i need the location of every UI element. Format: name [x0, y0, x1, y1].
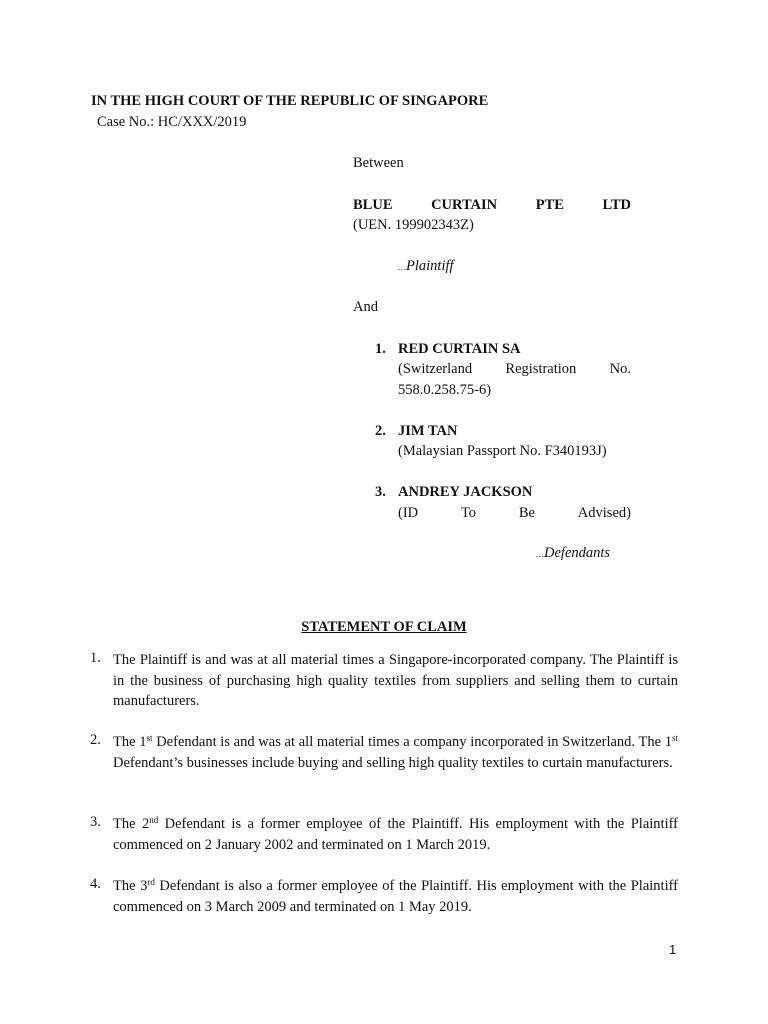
paragraph-1: The Plaintiff is and was at all material times a Singapore-incorporated company. The Plaintiff is in the business of purchasing high quality textiles from suppliers and selling them to curtain manufacturers.: [113, 652, 678, 709]
defendant-1-reg-word: (Switzerland: [398, 361, 473, 377]
plaintiff-role-label: Plaintiff: [406, 258, 454, 274]
plaintiff-ellipsis: …: [398, 262, 407, 272]
paragraph-3-text: Defendant is a former employee of the Plaintiff. His employment with the Plaintiff commenced on 2 January 2002 and terminated on 1 March 2019.: [113, 816, 678, 853]
ordinal-suffix: st: [146, 733, 153, 743]
defendant-3-id-word: Be: [518, 505, 535, 521]
court-heading: IN THE HIGH COURT OF THE REPUBLIC OF SINGAPORE: [91, 93, 489, 109]
plaintiff-name-word: BLUE: [353, 197, 393, 213]
defendant-3-id-word: To: [460, 505, 477, 521]
defendant-2-number: 2.: [375, 423, 386, 439]
defendant-1-registration: [398, 361, 631, 378]
plaintiff-name-word: PTE: [535, 197, 564, 213]
defendant-3-name: ANDREY JACKSON: [398, 484, 533, 500]
paragraph-4-number: 4.: [90, 876, 101, 892]
paragraph-3-number: 3.: [90, 814, 101, 830]
defendants-ellipsis: …: [536, 549, 545, 559]
between-label: Between: [353, 155, 404, 171]
defendant-1-reg-word: Registration: [505, 361, 577, 377]
case-number: Case No.: HC/XXX/2019: [97, 114, 247, 130]
defendant-1-number: 1.: [375, 341, 386, 357]
defendant-2-name: JIM TAN: [398, 423, 458, 439]
defendant-3-id: [398, 505, 631, 522]
defendant-1-registration-number: 558.0.258.75-6): [398, 382, 492, 398]
paragraph-3: [113, 814, 678, 855]
page-number: 1: [669, 942, 677, 957]
defendant-3-id-word: Advised): [577, 505, 631, 521]
paragraph-4-text: Defendant is also a former employee of the Plaintiff. His employment with the Plaintiff commenced on 3 March 2009 and terminated on 1 May 2019.: [113, 878, 678, 915]
defendant-3-number: 3.: [375, 484, 386, 500]
ordinal-suffix: nd: [149, 815, 159, 825]
defendants-role-label: Defendants: [544, 545, 611, 561]
defendant-2-passport: (Malaysian Passport No. F340193J): [398, 443, 607, 459]
plaintiff-role: [398, 258, 454, 275]
paragraph-3-text: The 2: [113, 816, 150, 832]
defendant-1-name: RED CURTAIN SA: [398, 341, 521, 357]
paragraph-1-number: 1.: [90, 650, 101, 666]
plaintiff-name-word: LTD: [602, 197, 631, 213]
ordinal-suffix: rd: [147, 877, 155, 887]
plaintiff-name-word: CURTAIN: [431, 197, 498, 213]
paragraph-2: [113, 732, 678, 773]
paragraph-4-text: The 3: [113, 878, 148, 894]
defendant-3-id-word: (ID: [398, 505, 419, 521]
defendant-1-reg-word: No.: [609, 361, 631, 377]
ordinal-suffix: st: [671, 733, 678, 743]
plaintiff-name: [353, 197, 631, 214]
plaintiff-uen: (UEN. 199902343Z): [353, 217, 474, 233]
paragraph-4: [113, 876, 678, 917]
paragraph-2-text: Defendant is and was at all material times a company incorporated in Switzerland. The 1: [152, 734, 672, 750]
paragraph-2-text: Defendant’s businesses include buying and selling high quality textiles to curtain manufacturers.: [113, 754, 673, 771]
paragraph-2-number: 2.: [90, 732, 101, 748]
defendants-role: [536, 545, 610, 562]
paragraph-2-text: The 1: [113, 734, 147, 750]
statement-title: STATEMENT OF CLAIM: [301, 619, 467, 635]
and-label: And: [353, 299, 378, 315]
